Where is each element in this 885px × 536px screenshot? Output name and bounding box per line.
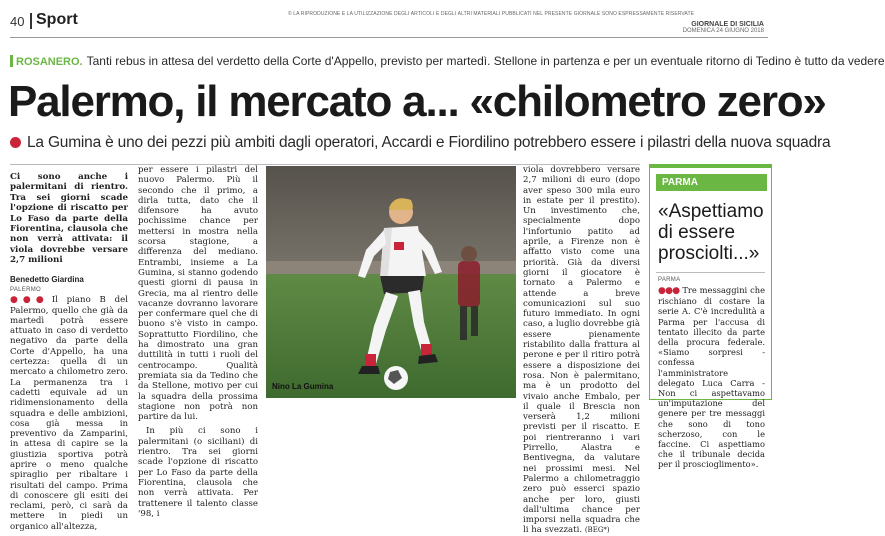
kicker (10, 54, 885, 68)
masthead (683, 21, 764, 34)
subheadline (10, 134, 831, 152)
page-header (0, 0, 778, 36)
football-player-image (266, 166, 516, 398)
newspaper-name: GIORNALE DI SICILIA (691, 21, 764, 28)
section-name: Sport (36, 11, 78, 28)
kicker-tag: ROSANERO. (16, 56, 83, 68)
header-rule (10, 37, 768, 38)
headline: Palermo, il mercato a... «chilometro zero» (8, 77, 826, 126)
article-photo (266, 166, 516, 398)
article-body-2: per essere i pilastri del nuovo Palermo. Più il secondo che il primo, a dirla tutta, dato che il difensore ha avuto pochissime chance per mettersi in mostra nella scorsa stagione, a differenza del mediano. Entrambi, insieme a La Gumina, si stanno godendo questi giorni di pausa in Grecia, ma al rientro delle vacanze dovranno lavorare per confermare quel che di buono s'è visto in campo. Soprattutto Fiordilino, che ha dimostrato una gran duttilità in tutti i ruoli del centrocampo. Qualità premiata sia da Tedino che da Stellone, motivo per cui la squadra della prossima stagione non potrà non partire da lui. (138, 165, 258, 423)
subheadline-text: La Gumina è uno dei pezzi più ambiti dagli operatori, Accardi e Fiordilino potrebbero essere i pilastri della nuova squadra (27, 134, 831, 151)
sidebar-tag: PARMA (656, 174, 767, 191)
article-dateline: PALERMO (10, 286, 41, 293)
kicker-bar (10, 55, 13, 67)
sidebar-text: ●●● Tre messaggini che rischiano di costare la serie A. C'è incredulità a Parma per l'accusa di tentato illecito da parte della procura federale. «Siamo sorpresi - confessa l'amministratore delegato Luca Carra - Non ci aspettavamo un'imputazione del genere per tre messaggi che sono di tono scherzoso, con le faccine. Ci aspettiamo che il tribunale decida per il proscioglimento». (658, 285, 765, 470)
issue-date: DOMENICA 24 GIUGNO 2018 (682, 28, 764, 34)
photo-caption: Nino La Gumina (272, 382, 334, 391)
article-signature: (BEG*) (584, 526, 610, 535)
bullet-icon (10, 137, 21, 148)
sidebar-box (649, 164, 772, 470)
bullet-dots-icon: ●●● (658, 286, 680, 296)
bullet-dots-icon: ●●● (10, 295, 49, 306)
article-body-3: viola dovrebbero versare 2,7 milioni di euro (dopo aver speso 300 mila euro in estate per il prestito). Un investimento che, specialmente dopo l'infortunio patito ad aprile, a Firenze non è affatto visto come una priorità. Già da diversi giorni il giocatore è tornato a Palermo e attende a breve comunicazioni sul suo futuro immediato. In ogni caso, a luglio dovrebbe già essere pienamente ristabilito dalla frattura al perone e per il ritiro potrà essere a disposizione dei rosa. Non è palermitano, ma è un prodotto del vivaio anche Embalo, per il quale il Brescia non verserà 1,2 milioni previsti per il riscatto. E poi rientreranno i vari Pirrello, Alastra e Bentivegna, da valutare nei prossimi mesi. Nel Palermo a chilometraggio zero può esserci spazio anche per loro, giusti dall'ultima chance per imporsi nella squadra che li ha svezzati. (BEG*) (523, 165, 640, 536)
sidebar-rule (656, 272, 765, 273)
article-column-2 (138, 165, 258, 519)
kicker-text: Tanti rebus in attesa del verdetto della Corte d'Appello, previsto per martedì. Stellone in partenza e per un eventuale ritorno di Tedino è tutto da vedere (86, 54, 885, 68)
sidebar-title: «Aspettiamo di essere prosciolti...» (658, 201, 764, 264)
sidebar-dateline: PARMA (658, 277, 681, 283)
article-body-1: ●●● Il piano B del Palermo, quello che già da martedì potrà essere attuato in caso di verdetto negativo da parte della Corte d'Appello, ha una certezza: quella di un mercato a chilometro zero. La permanenza tra i cadetti equivale ad un ridimensionamento della squadra e delle ambizioni, cosa già messa in preventivo da Zamparini, in attesa di capire se la giustizia sportiva potrà aprire o meno qualche spiraglio per ribaltare i risultati del campo. Prima di conoscere gli esiti dei reclami, però, ci sarà da mettere in piedi un organico all'altezza, (10, 295, 129, 532)
article-body-2b: In più ci sono i palermitani (o siciliani) di rientro. Tra sei giorni scade l'opzione di riscatto per Lo Faso da parte della Fiorentina, clausola che non verrà attivata. Per trattenere il talento classe '98, i (138, 426, 258, 519)
legal-notice: © LA RIPRODUZIONE E LA UTILIZZAZIONE DEGLI ARTICOLI E DEGLI ALTRI MATERIALI PUBBLICATI NEL PRESENTE GIORNALE SONO ESPRESSAMENTE RISERVATE (288, 11, 695, 17)
article-column-3 (523, 165, 640, 536)
page-number: 40 (10, 14, 25, 29)
header-divider (30, 13, 32, 29)
author-byline: Benedetto Giardina (10, 274, 84, 284)
article-column-1 (10, 172, 128, 532)
article-lead: Ci sono anche i palermitani di rientro. Tra sei giorni scade l'opzione di riscatto per Lo Faso da parte della Fiorentina, clausola che non verrà attivata: il viola dovrebbe versare 2,7 milioni (10, 172, 128, 266)
